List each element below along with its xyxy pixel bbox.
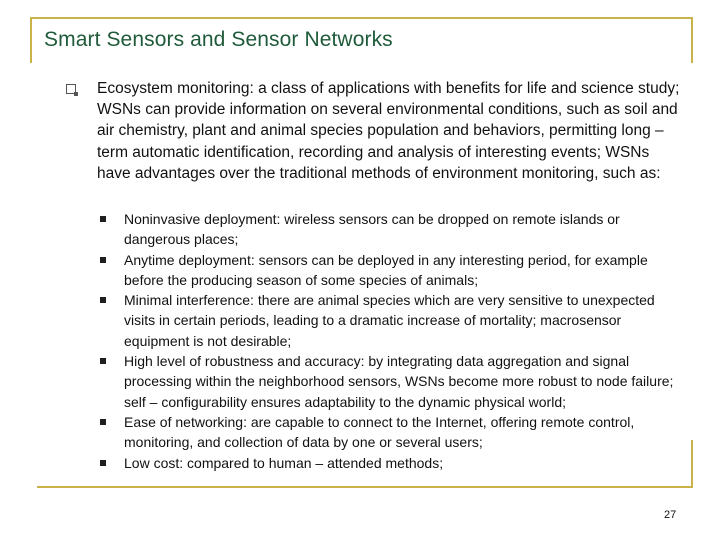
sub-bullet-item <box>97 351 677 412</box>
sub-bullet-list <box>97 209 677 473</box>
sub-bullet-text: Low cost: compared to human – attended methods; <box>124 454 444 471</box>
hollow-square-bullet-icon <box>66 84 76 94</box>
frame-left-border <box>30 17 32 63</box>
frame-top-border <box>30 17 693 19</box>
square-bullet-icon <box>100 297 106 303</box>
sub-bullet-text: High level of robustness and accuracy: by integrating data aggregation and signal processing within the neighborhood sensors, WSNs become more robust to node failure; self – configurability ensures adaptability to the dynamic physical world; <box>124 353 674 410</box>
frame-right-border <box>691 17 693 63</box>
square-bullet-icon <box>100 358 106 364</box>
main-bullet-text: Ecosystem monitoring: a class of applications with benefits for life and science study; WSNs can provide information on several environmental conditions, such as soil and air chemistry, plant and animal species population and behaviors, permitting long – term automatic identification, recording and analysis of interesting events; WSNs have advantages over the traditional methods of environment monitoring, such as: <box>97 80 680 182</box>
sub-bullet-text: Minimal interference: there are animal species which are very sensitive to unexpected visits in certain periods, leading to a dramatic increase of mortality; macrosensor equipment is not desirable; <box>124 292 655 349</box>
sub-bullet-item <box>97 290 677 351</box>
slide-title: Smart Sensors and Sensor Networks <box>44 28 393 51</box>
frame-bottom-right-border <box>691 440 693 488</box>
page-number: 27 <box>664 509 677 521</box>
sub-bullet-text: Noninvasive deployment: wireless sensors can be dropped on remote islands or dangerous places; <box>124 211 620 248</box>
square-bullet-icon <box>100 460 106 466</box>
square-bullet-icon <box>100 257 106 263</box>
square-bullet-icon <box>100 216 106 222</box>
sub-bullet-item <box>97 250 677 291</box>
sub-bullet-text: Anytime deployment: sensors can be deployed in any interesting period, for example before the producing season of some species of animals; <box>124 251 648 288</box>
sub-bullet-text: Ease of networking: are capable to connect to the Internet, offering remote control, monitoring, and collection of data by one or several users; <box>124 413 635 451</box>
square-bullet-icon <box>100 419 106 425</box>
frame-bottom-border <box>37 486 693 488</box>
sub-bullet-item <box>97 453 677 473</box>
sub-bullet-item <box>97 412 677 453</box>
sub-bullet-item <box>97 209 677 250</box>
